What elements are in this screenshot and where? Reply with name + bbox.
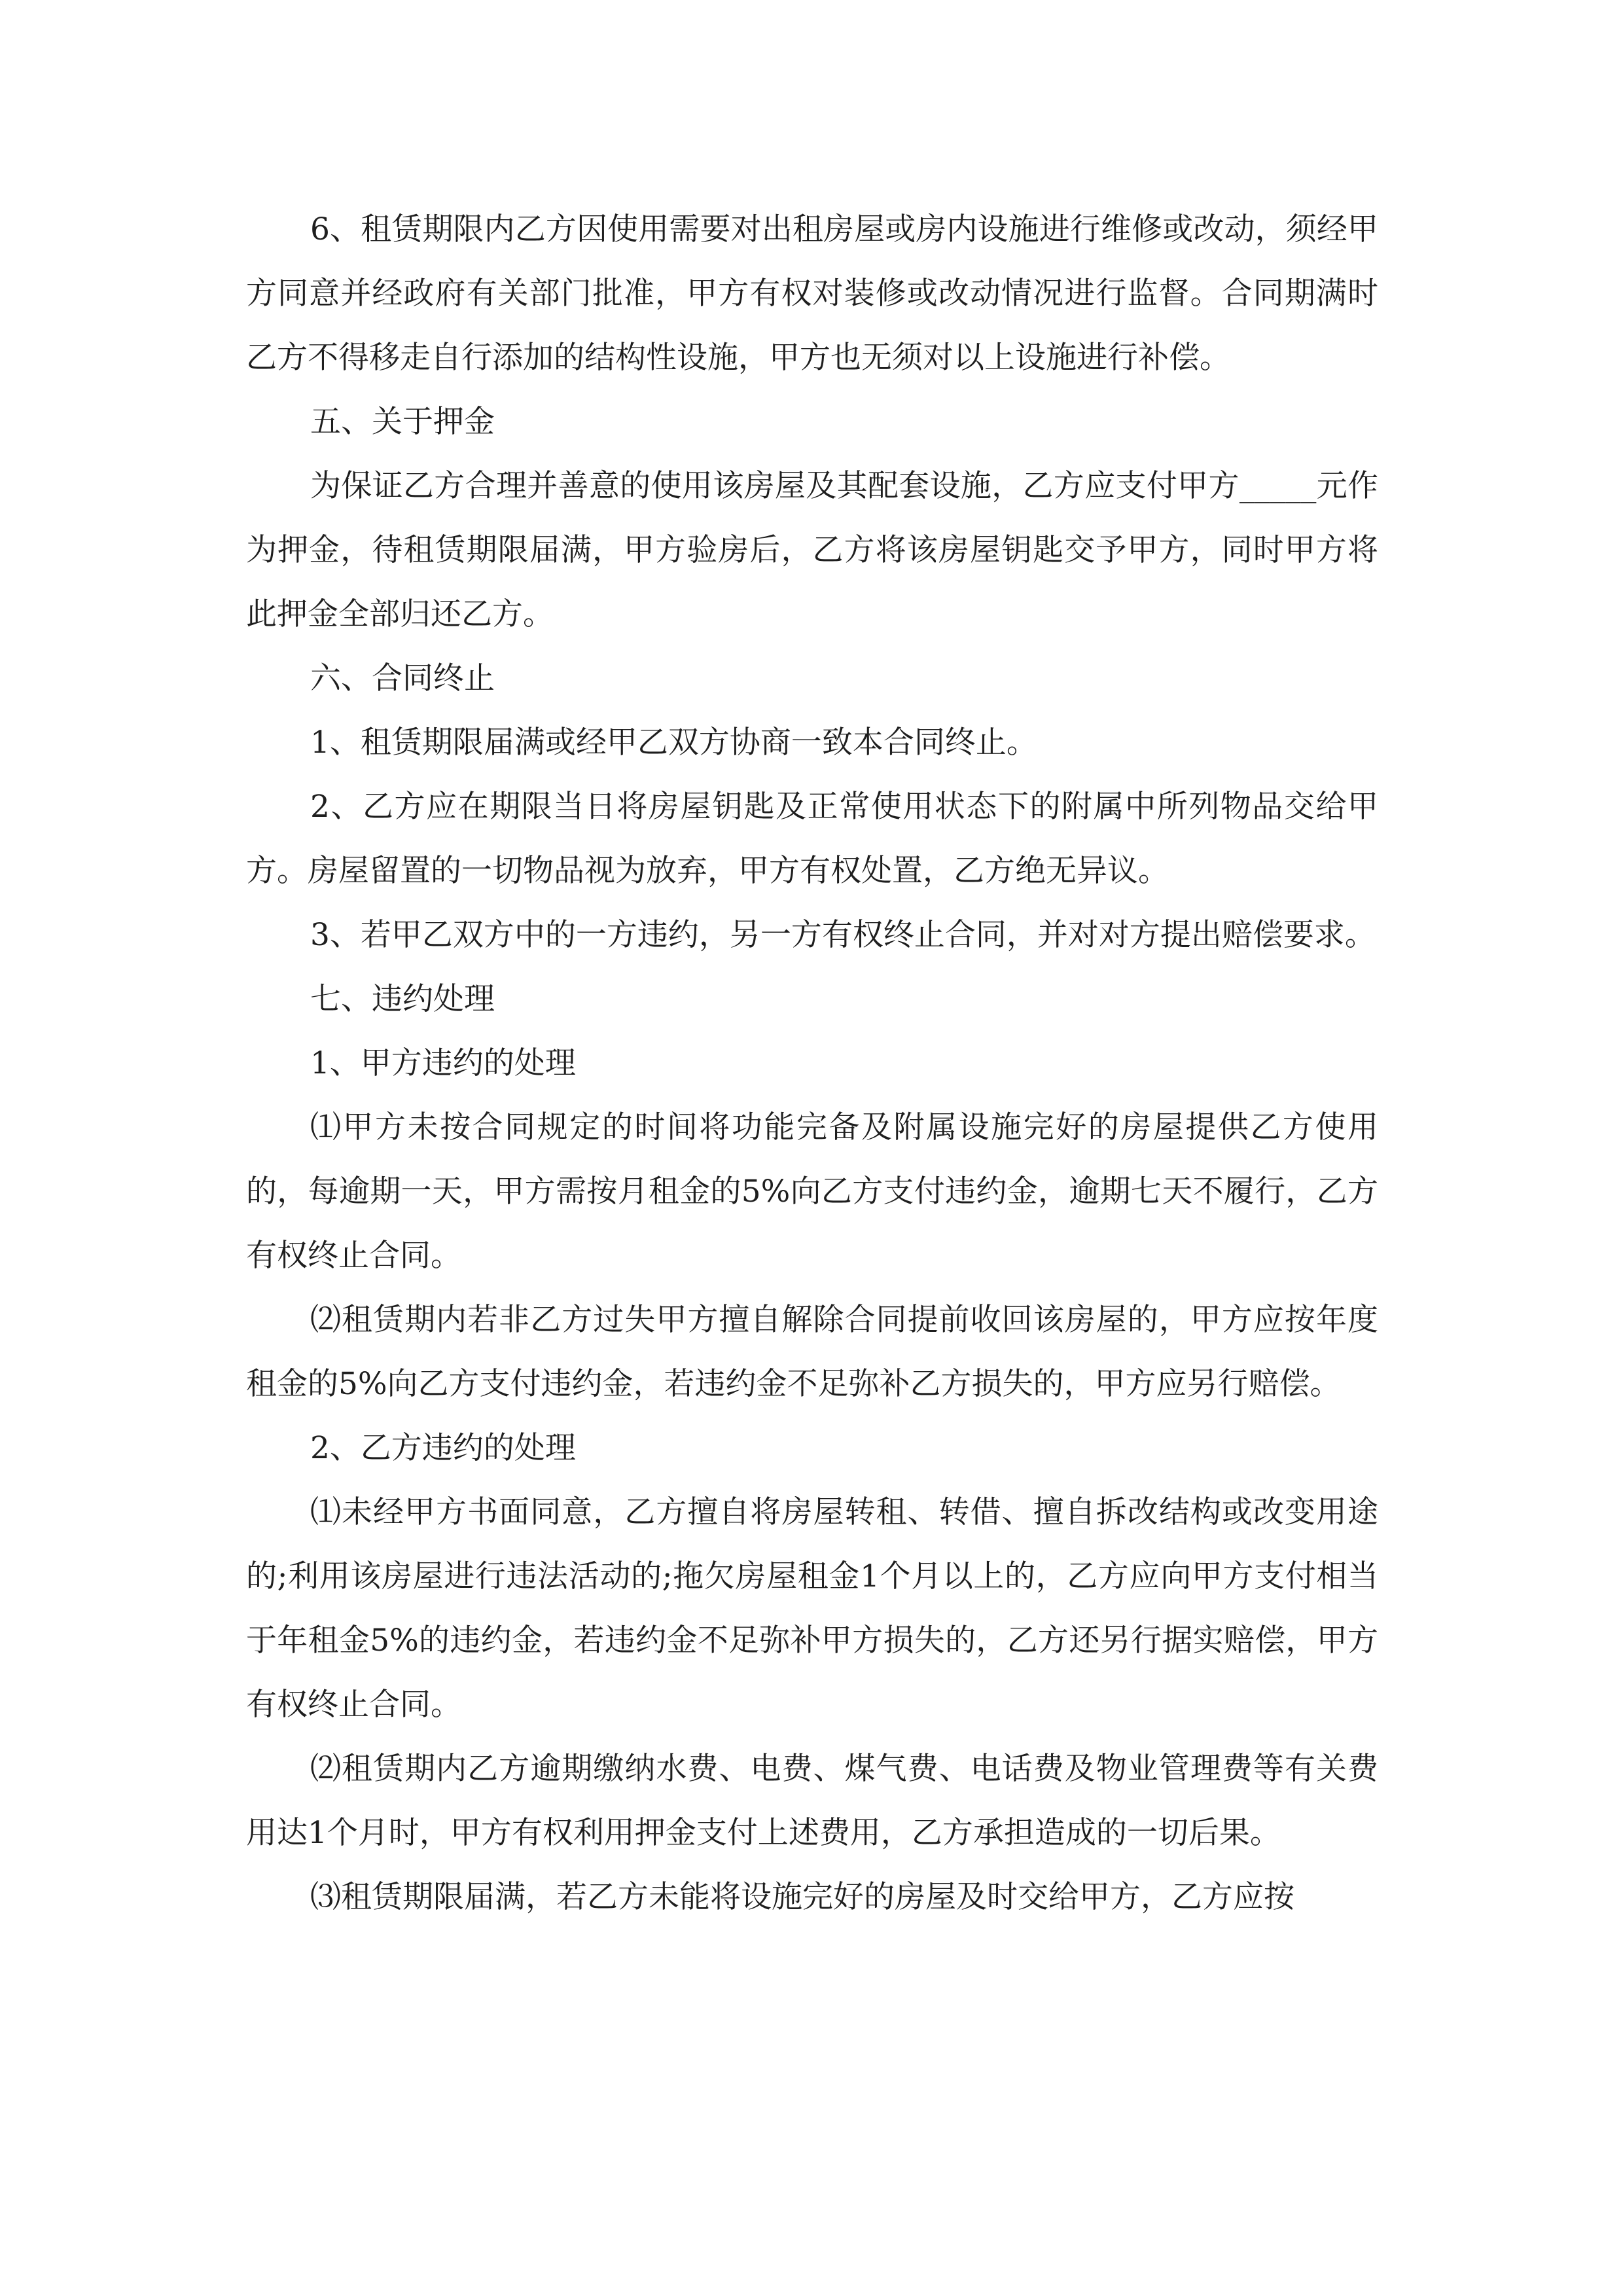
section-heading-deposit: 五、关于押金 (310, 404, 495, 440)
clause-party-b-breach-2: ⑵租赁期内乙方逾期缴纳水费、电费、煤气费、电话费及物业管理费等有关费用达1个月时，甲方有权利用押金支付上述费用，乙方承担造成的一切后果。 (246, 1751, 1378, 1851)
subheading-party-a-breach: 1、甲方违约的处理 (310, 1045, 576, 1081)
clause-termination-2: 2、乙方应在期限当日将房屋钥匙及正常使用状态下的附属中所列物品交给甲方。房屋留置的一切物品视为放弃，甲方有权处置，乙方绝无异议。 (246, 789, 1378, 889)
clause-renovation: 6、租赁期限内乙方因使用需要对出租房屋或房内设施进行维修或改动，须经甲方同意并经政府有关部门批准，甲方有权对装修或改动情况进行监督。合同期满时乙方不得移走自行添加的结构性设施，甲方也无须对以上设施进行补偿。 (246, 211, 1378, 376)
clause-party-b-breach-1: ⑴未经甲方书面同意，乙方擅自将房屋转租、转借、擅自拆改结构或改变用途的;利用该房屋进行违法活动的;拖欠房屋租金1个月以上的，乙方应向甲方支付相当于年租金5%的违约金，若违约金不足弥补甲方损失的，乙方还另行据实赔偿，甲方有权终止合同。 (246, 1494, 1378, 1723)
contract-body (246, 198, 1378, 1929)
clause-party-a-breach-1: ⑴甲方未按合同规定的时间将功能完备及附属设施完好的房屋提供乙方使用的，每逾期一天，甲方需按月租金的5%向乙方支付违约金，逾期七天不履行，乙方有权终止合同。 (246, 1109, 1378, 1274)
section-heading-termination: 六、合同终止 (310, 660, 495, 696)
clause-party-a-breach-2: ⑵租赁期内若非乙方过失甲方擅自解除合同提前收回该房屋的，甲方应按年度租金的5%向乙方支付违约金，若违约金不足弥补乙方损失的，甲方应另行赔偿。 (246, 1302, 1378, 1402)
clause-deposit: 为保证乙方合理并善意的使用该房屋及其配套设施，乙方应支付甲方_____元作为押金，待租赁期限届满，甲方验房后，乙方将该房屋钥匙交予甲方，同时甲方将此押金全部归还乙方。 (246, 468, 1378, 632)
clause-termination-3: 3、若甲乙双方中的一方违约，另一方有权终止合同，并对对方提出赔偿要求。 (310, 917, 1376, 953)
subheading-party-b-breach: 2、乙方违约的处理 (310, 1430, 576, 1466)
clause-party-b-breach-3: ⑶租赁期限届满，若乙方未能将设施完好的房屋及时交给甲方，乙方应按 (310, 1879, 1294, 1915)
clause-termination-1: 1、租赁期限届满或经甲乙双方协商一致本合同终止。 (310, 725, 1037, 761)
section-heading-breach: 七、违约处理 (310, 981, 495, 1017)
